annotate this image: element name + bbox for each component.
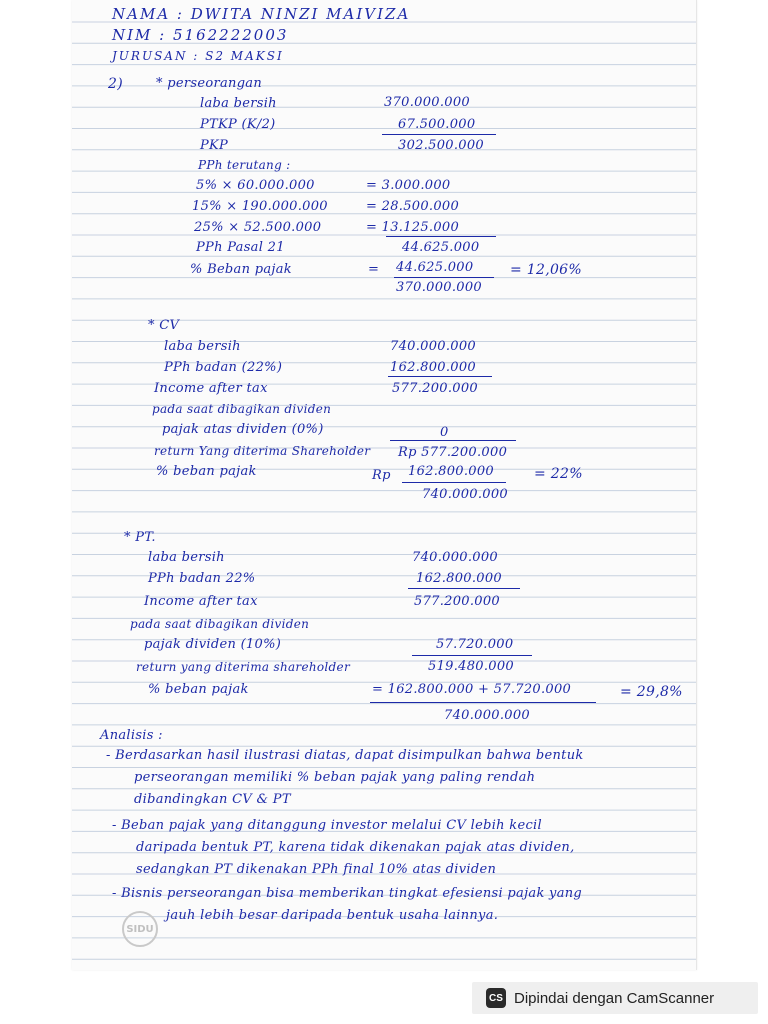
p-bracket2-value: = 28.500.000 — [366, 199, 460, 214]
p-beban-numerator: 44.625.000 — [396, 260, 474, 275]
fraction-line — [370, 702, 596, 703]
p-ptkp-value: 67.500.000 — [398, 117, 476, 132]
fraction-line — [394, 277, 494, 278]
pt-pph-badan-label: PPh badan 22% — [148, 571, 256, 586]
pt-pajak-dividen-value: 57.720.000 — [436, 637, 514, 652]
student-major: JURUSAN : S2 MAKSI — [112, 49, 284, 63]
underline — [388, 376, 492, 377]
cv-income-label: Income after tax — [154, 381, 268, 396]
p-bracket2-calc: 15% × 190.000.000 — [192, 199, 328, 214]
analisis-line-4: - Beban pajak yang ditanggung investor melalui CV lebih kecil — [112, 818, 542, 833]
p-bracket3-calc: 25% × 52.500.000 — [194, 220, 322, 235]
cv-return-label: return Yang diterima Shareholder — [154, 444, 371, 458]
p-beban-denominator: 370.000.000 — [396, 280, 483, 295]
cv-pada-saat-label: pada saat dibagikan dividen — [152, 402, 332, 416]
fraction-line — [402, 482, 506, 483]
p-pph-terutang-label: PPh terutang : — [198, 158, 291, 172]
cv-laba-bersih-label: laba bersih — [164, 339, 241, 354]
analisis-title: Analisis : — [100, 728, 163, 743]
p-beban-result: = 12,06% — [510, 262, 582, 278]
cv-pajak-dividen-value: 0 — [440, 425, 449, 440]
cv-laba-bersih-value: 740.000.000 — [390, 339, 477, 354]
cv-title: * CV — [148, 318, 180, 333]
pt-income-label: Income after tax — [144, 594, 258, 609]
underline — [386, 236, 496, 237]
analisis-line-5: daripada bentuk PT, karena tidak dikenakan pajak atas dividen, — [136, 840, 575, 855]
p-pkp-value: 302.500.000 — [398, 138, 485, 153]
perseorangan-title: * perseorangan — [156, 76, 263, 91]
camscanner-watermark — [472, 982, 758, 1014]
pt-return-value: 519.480.000 — [428, 659, 515, 674]
underline — [390, 440, 516, 441]
analisis-line-3: dibandingkan CV & PT — [134, 792, 291, 807]
pt-income-value: 577.200.000 — [414, 594, 501, 609]
cv-beban-result: = 22% — [534, 466, 583, 482]
p-laba-bersih-value: 370.000.000 — [384, 95, 471, 110]
analisis-line-8: jauh lebih besar daripada bentuk usaha lainnya. — [166, 908, 499, 923]
pt-laba-bersih-label: laba bersih — [148, 550, 225, 565]
p-pkp-label: PKP — [200, 138, 229, 153]
page-stamp: SIDU — [122, 911, 158, 947]
pt-pajak-dividen-label: pajak dividen (10%) — [144, 637, 282, 652]
cv-beban-denominator: 740.000.000 — [422, 487, 509, 502]
camscanner-text: Dipindai dengan CamScanner — [514, 989, 715, 1007]
underline — [412, 655, 532, 656]
p-bracket1-value: = 3.000.000 — [366, 178, 451, 193]
cv-pajak-dividen-label: pajak atas dividen (0%) — [162, 422, 324, 437]
cv-beban-rp: Rp — [372, 468, 391, 483]
p-pph-pasal-label: PPh Pasal 21 — [196, 240, 285, 255]
p-bracket3-value: = 13.125.000 — [366, 220, 460, 235]
underline — [408, 588, 520, 589]
cv-return-value: Rp 577.200.000 — [398, 445, 508, 460]
analisis-line-2: perseorangan memiliki % beban pajak yang paling rendah — [134, 770, 536, 785]
question-number: 2) — [108, 76, 123, 92]
notebook-page — [72, 0, 697, 970]
p-beban-eq: = — [368, 262, 380, 277]
cv-beban-label: % beban pajak — [156, 464, 257, 479]
p-ptkp-label: PTKP (K/2) — [200, 117, 276, 132]
p-laba-bersih-label: laba bersih — [200, 96, 277, 111]
student-name: NAMA : DWITA NINZI MAIVIZA — [112, 5, 411, 23]
cv-pph-badan-label: PPh badan (22%) — [164, 360, 283, 375]
pt-pph-badan-value: 162.800.000 — [416, 571, 503, 586]
pt-title: * PT. — [124, 530, 156, 545]
analisis-line-1: - Berdasarkan hasil ilustrasi diatas, dapat disimpulkan bahwa bentuk — [106, 748, 584, 763]
analisis-line-6: sedangkan PT dikenakan PPh final 10% atas dividen — [136, 862, 497, 877]
pt-return-label: return yang diterima shareholder — [136, 660, 350, 674]
cv-pph-badan-value: 162.800.000 — [390, 360, 477, 375]
analisis-line-7: - Bisnis perseorangan bisa memberikan tingkat efesiensi pajak yang — [112, 886, 583, 901]
cv-income-value: 577.200.000 — [392, 381, 479, 396]
p-beban-label: % Beban pajak — [190, 262, 292, 277]
p-pph-pasal-value: 44.625.000 — [402, 240, 480, 255]
underline — [382, 134, 496, 135]
p-bracket1-calc: 5% × 60.000.000 — [196, 178, 315, 193]
pt-beban-numerator: = 162.800.000 + 57.720.000 — [372, 682, 572, 697]
cv-beban-numerator: 162.800.000 — [408, 464, 495, 479]
student-nim: NIM : 5162222003 — [112, 26, 289, 44]
pt-beban-label: % beban pajak — [148, 682, 249, 697]
pt-laba-bersih-value: 740.000.000 — [412, 550, 499, 565]
pt-beban-result: = 29,8% — [620, 684, 683, 700]
pt-pada-saat-label: pada saat dibagikan dividen — [130, 617, 310, 631]
pt-beban-denominator: 740.000.000 — [444, 708, 531, 723]
camscanner-icon: CS — [486, 988, 506, 1008]
